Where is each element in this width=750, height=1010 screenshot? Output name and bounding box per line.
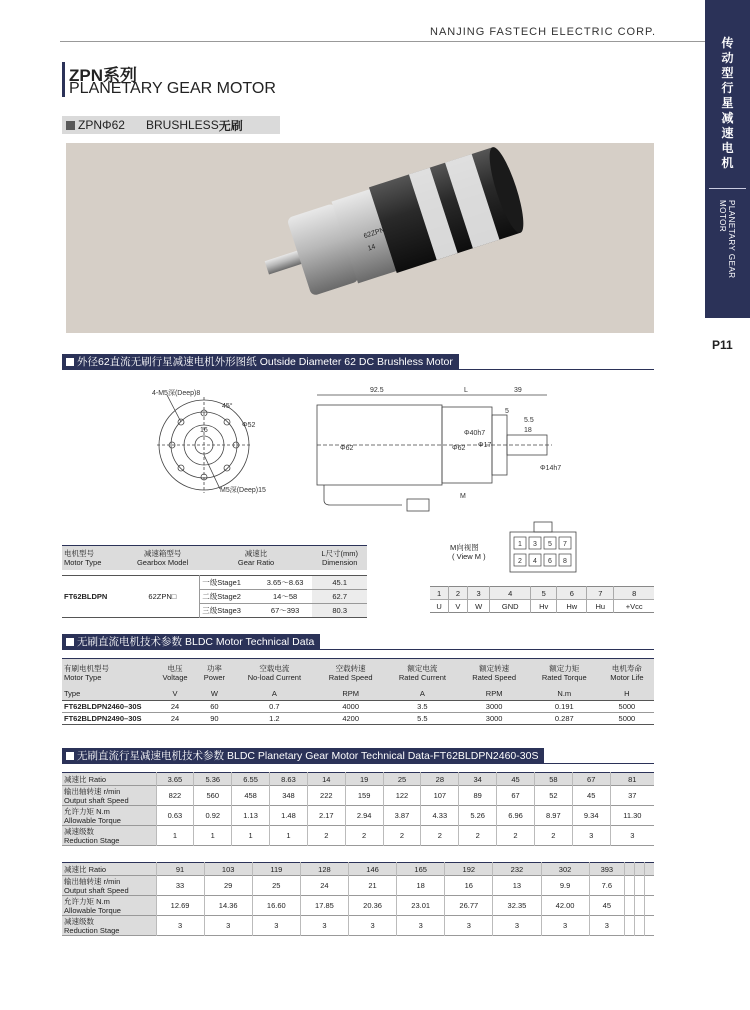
gear-section-header bbox=[62, 748, 544, 763]
col-header: 额定力矩 bbox=[549, 663, 580, 673]
table-cell: 0.63 bbox=[156, 806, 194, 826]
units-row bbox=[62, 687, 654, 701]
table-cell bbox=[645, 863, 654, 876]
table-cell bbox=[645, 896, 654, 916]
series-title: ZPN系列 bbox=[69, 66, 137, 85]
table-cell: 90 bbox=[210, 714, 219, 723]
table-cell: 2 bbox=[459, 826, 497, 846]
gear-section-title-en: BLDC Planetary Gear Motor Technical Data-FT62BLDPN2460-30S bbox=[227, 749, 539, 762]
ratio-range: 3.65～8.63 bbox=[266, 578, 304, 587]
table-cell: 20.36 bbox=[349, 896, 397, 916]
pin-number: 7 bbox=[587, 587, 614, 600]
table-cell: 0.287 bbox=[554, 714, 574, 723]
table-cell: 91 bbox=[156, 863, 204, 876]
table-cell: 37 bbox=[610, 786, 654, 806]
pin-number: 4 bbox=[490, 587, 531, 600]
sidebar-char: 减 bbox=[721, 111, 734, 125]
photo-label: 62ZPN bbox=[362, 226, 386, 241]
sidebar-char: 行 bbox=[721, 81, 734, 95]
table-row bbox=[62, 916, 654, 936]
pin-signal: +Vcc bbox=[625, 601, 643, 611]
col-header: 功率 bbox=[206, 663, 222, 673]
pin-label: 8 bbox=[563, 558, 567, 565]
table-cell: 5000 bbox=[618, 702, 636, 711]
table-cell: 19 bbox=[345, 773, 383, 786]
ratio-range: 67～393 bbox=[270, 606, 300, 615]
table-cell: 8.63 bbox=[270, 773, 308, 786]
pin-signal: GND bbox=[490, 600, 531, 613]
square-bullet-icon bbox=[66, 358, 74, 366]
drawing-section-header bbox=[62, 354, 459, 369]
table-cell: 45 bbox=[589, 896, 624, 916]
company-name: NANJING FASTECH ELECTRIC CORP. bbox=[430, 26, 656, 38]
pin-number: 5 bbox=[530, 587, 557, 600]
col-header: 额定电流 bbox=[407, 663, 438, 673]
table-cell: 6.55 bbox=[232, 773, 270, 786]
photo-ratio: 14 bbox=[366, 243, 377, 253]
pin-label: 6 bbox=[548, 558, 552, 565]
table-cell: 4000 bbox=[342, 702, 359, 711]
table-cell: 122 bbox=[383, 786, 421, 806]
page-number: P11 bbox=[712, 338, 733, 352]
unit-cell: A bbox=[419, 688, 425, 698]
row-label bbox=[62, 896, 156, 916]
tech-header-row bbox=[62, 659, 654, 687]
unit-cell: A bbox=[271, 688, 277, 698]
motor-type-cell: FT62BLDPN2490–30S bbox=[64, 714, 142, 723]
table-cell: 17.85 bbox=[300, 896, 348, 916]
table-cell: 232 bbox=[493, 863, 541, 876]
table-cell: 26.77 bbox=[445, 896, 493, 916]
pin-signal: V bbox=[449, 600, 468, 613]
col-header: 电机寿命 bbox=[611, 663, 642, 673]
table-row bbox=[62, 701, 654, 713]
unit-cell: H bbox=[624, 688, 630, 698]
gearbox-model: 62ZPN□ bbox=[148, 592, 177, 601]
table-cell: 1.48 bbox=[270, 806, 308, 826]
tech-section-header bbox=[62, 634, 320, 649]
row-label bbox=[62, 826, 156, 846]
dia40-label: Φ40h7 bbox=[464, 430, 486, 437]
pin-number-row bbox=[430, 587, 654, 600]
col-header: L尺寸(mm) bbox=[321, 548, 359, 558]
table-cell: 1 bbox=[194, 826, 232, 846]
table-row bbox=[62, 806, 654, 826]
table-cell: 9.34 bbox=[572, 806, 610, 826]
table-row bbox=[62, 576, 367, 590]
sidebar-char: 型 bbox=[721, 66, 734, 80]
pin-label: 7 bbox=[563, 541, 567, 548]
table-cell: 25 bbox=[252, 876, 300, 896]
table-cell: 3.65 bbox=[156, 773, 194, 786]
table-cell: 2 bbox=[307, 826, 345, 846]
pin-label: 4 bbox=[533, 558, 537, 565]
col-header-en: Dimension bbox=[321, 557, 358, 567]
table-cell: 33 bbox=[156, 876, 204, 896]
dia62b-label: Φ62 bbox=[452, 445, 466, 452]
table-cell: 5000 bbox=[618, 714, 636, 723]
table-cell: 3.5 bbox=[417, 702, 428, 711]
table-cell: 4.33 bbox=[421, 806, 459, 826]
table-header-row bbox=[62, 546, 367, 570]
square-bullet-icon bbox=[66, 121, 75, 130]
table-cell: 67 bbox=[572, 773, 610, 786]
sidebar-char: 机 bbox=[721, 156, 734, 170]
ratio-range: 14～58 bbox=[272, 592, 298, 601]
pin-label: 1 bbox=[518, 541, 522, 548]
table-row bbox=[62, 773, 654, 786]
angle-label: 45° bbox=[222, 403, 233, 410]
unit-cell: RPM bbox=[485, 688, 503, 698]
table-cell: 28 bbox=[421, 773, 459, 786]
table-cell: 6.96 bbox=[497, 806, 535, 826]
table-cell: 52 bbox=[534, 786, 572, 806]
motor-type-cell: FT62BLDPN2460–30S bbox=[64, 702, 142, 711]
gear-section-title: 无刷直流行星减速电机技术参数 bbox=[77, 750, 224, 762]
table-cell: 3 bbox=[156, 916, 204, 936]
table-cell: 4200 bbox=[342, 714, 359, 723]
table-cell: 5.36 bbox=[194, 773, 232, 786]
table-cell: 222 bbox=[307, 786, 345, 806]
row-label-en: Reduction Stage bbox=[64, 925, 120, 935]
product-title: PLANETARY GEAR MOTOR bbox=[69, 80, 276, 97]
dimension-value: 80.3 bbox=[312, 604, 367, 618]
square-bullet-icon bbox=[66, 638, 74, 646]
sidebar-char: 星 bbox=[721, 96, 734, 110]
table-cell: 32.35 bbox=[493, 896, 541, 916]
col-header-en: Motor Life bbox=[610, 672, 644, 682]
col-header: 电压 bbox=[167, 663, 183, 673]
gear-motor-image bbox=[66, 143, 654, 333]
table-cell: 458 bbox=[232, 786, 270, 806]
len-39: 39 bbox=[514, 387, 522, 394]
m-label: M bbox=[460, 493, 466, 500]
table-cell: 165 bbox=[397, 863, 445, 876]
row-label-cn: 输出轴转速 r/min bbox=[64, 786, 121, 796]
table-cell: 348 bbox=[270, 786, 308, 806]
table-cell: 3000 bbox=[485, 714, 503, 723]
sidebar-divider bbox=[709, 188, 746, 189]
row-label bbox=[62, 786, 156, 806]
table-cell: 146 bbox=[349, 863, 397, 876]
table-cell: 34 bbox=[459, 773, 497, 786]
unit-cell: V bbox=[172, 688, 178, 698]
col-header-en: Rated Current bbox=[398, 672, 446, 682]
row-label-cn: 减速比 Ratio bbox=[64, 864, 107, 874]
table-cell: 2 bbox=[534, 826, 572, 846]
row-label-cn: 减速比 Ratio bbox=[64, 774, 107, 784]
col-header: 减速比 bbox=[244, 548, 268, 558]
table-cell bbox=[645, 916, 654, 936]
row-label-en: Allowable Torque bbox=[64, 815, 121, 825]
table-cell: 560 bbox=[194, 786, 232, 806]
pin-signal-row bbox=[430, 600, 654, 613]
row-label-en: Allowable Torque bbox=[64, 905, 121, 915]
table-cell: 3 bbox=[589, 916, 624, 936]
table-cell: 3 bbox=[610, 826, 654, 846]
row-label bbox=[62, 876, 156, 896]
table-cell: 119 bbox=[252, 863, 300, 876]
sidebar-char: 传 bbox=[721, 36, 734, 50]
table-cell: 128 bbox=[300, 863, 348, 876]
dia17-label: Φ17 bbox=[478, 442, 492, 449]
table-cell: 0.7 bbox=[269, 702, 280, 711]
table-cell: 5.26 bbox=[459, 806, 497, 826]
table-cell bbox=[625, 863, 635, 876]
col-header-en: Rated Torque bbox=[541, 672, 587, 682]
col-header: 空载电流 bbox=[259, 663, 290, 673]
pin-signal: U bbox=[430, 600, 449, 613]
col-header: 空载转速 bbox=[335, 663, 366, 673]
col-header-en: No-load Current bbox=[247, 672, 302, 682]
drawing-section-title-en: Outside Diameter 62 DC Brushless Motor bbox=[259, 355, 453, 368]
unit-cell: W bbox=[210, 688, 218, 698]
table-cell bbox=[635, 896, 645, 916]
table-cell: 107 bbox=[421, 786, 459, 806]
row-label-cn: 允许力矩 N.m bbox=[64, 806, 110, 816]
col-header: 有刷电机型号 bbox=[64, 663, 109, 673]
row-label bbox=[62, 916, 156, 936]
pin-number: 1 bbox=[430, 587, 449, 600]
table-cell: 7.6 bbox=[589, 876, 624, 896]
table-cell: 159 bbox=[345, 786, 383, 806]
table-cell: 2 bbox=[345, 826, 383, 846]
row-label-en: Reduction Stage bbox=[64, 835, 120, 845]
table-cell: 3 bbox=[349, 916, 397, 936]
drawing-section-title: 外径62直流无刷行星减速电机外形图纸 bbox=[77, 356, 257, 368]
table-cell: 18 bbox=[397, 876, 445, 896]
row-label-cn: 允许力矩 N.m bbox=[64, 896, 110, 906]
col-header-en: Voltage bbox=[162, 672, 188, 682]
table-cell: 103 bbox=[204, 863, 252, 876]
table-row bbox=[62, 896, 654, 916]
len-L: L bbox=[464, 387, 468, 394]
row-label-cn: 输出轴转速 r/min bbox=[64, 876, 121, 886]
table-cell bbox=[635, 876, 645, 896]
pin-table bbox=[430, 586, 654, 613]
table-cell: 25 bbox=[383, 773, 421, 786]
table-cell: 0.191 bbox=[554, 702, 574, 711]
table-cell: 16 bbox=[445, 876, 493, 896]
table-cell: 3000 bbox=[485, 702, 503, 711]
header-rule bbox=[60, 41, 705, 42]
table-cell: 302 bbox=[541, 863, 589, 876]
table-cell: 3 bbox=[445, 916, 493, 936]
tech-table bbox=[62, 658, 654, 725]
row-label-cn: 减速级数 bbox=[64, 916, 94, 926]
table-cell: 29 bbox=[204, 876, 252, 896]
table-cell: 42.00 bbox=[541, 896, 589, 916]
table-cell: 14.36 bbox=[204, 896, 252, 916]
col-header-en: Gearbox Model bbox=[136, 557, 189, 567]
gear-table-1 bbox=[62, 772, 654, 846]
pin-label: 2 bbox=[518, 558, 522, 565]
product-photo bbox=[66, 143, 654, 333]
table-row bbox=[62, 713, 654, 725]
table-cell: 3 bbox=[572, 826, 610, 846]
row-label-cn: 减速级数 bbox=[64, 826, 94, 836]
connector-title: M向视图 bbox=[450, 543, 479, 552]
connector-view bbox=[508, 518, 580, 574]
table-cell: 3 bbox=[300, 916, 348, 936]
table-cell: 89 bbox=[459, 786, 497, 806]
table-cell: 2.17 bbox=[307, 806, 345, 826]
table-cell: 1.13 bbox=[232, 806, 270, 826]
stage-label: 一级Stage1 bbox=[200, 576, 258, 590]
dim-5-5: 5.5 bbox=[524, 417, 534, 424]
col-header: 电机型号 bbox=[64, 548, 94, 558]
unit-cell: Type bbox=[64, 688, 81, 698]
dimension-value: 62.7 bbox=[312, 590, 367, 604]
table-cell bbox=[635, 863, 645, 876]
col-header-en: Motor Type bbox=[64, 672, 102, 682]
stage-label: 三级Stage3 bbox=[200, 604, 258, 618]
table-cell bbox=[635, 916, 645, 936]
sidebar-char: 电 bbox=[721, 141, 734, 155]
table-cell: 822 bbox=[156, 786, 194, 806]
center-hole-label: M5深(Deep)15 bbox=[220, 487, 266, 494]
pin-signal: Hw bbox=[557, 600, 587, 613]
table-cell: 2 bbox=[421, 826, 459, 846]
holes-label: 4-M5深(Deep)8 bbox=[152, 390, 201, 397]
pin-number: 3 bbox=[467, 587, 490, 600]
table-cell: 16.60 bbox=[252, 896, 300, 916]
connector-subtitle: ( View M ) bbox=[452, 552, 486, 561]
table-cell: 13 bbox=[493, 876, 541, 896]
dimension-table bbox=[62, 545, 367, 618]
table-cell: 393 bbox=[589, 863, 624, 876]
section-rule bbox=[62, 763, 654, 764]
pin-signal: Hu bbox=[587, 600, 614, 613]
inner-label: 16 bbox=[200, 427, 208, 434]
table-cell bbox=[625, 896, 635, 916]
table-cell: 11.30 bbox=[610, 806, 654, 826]
dia52-label: Φ52 bbox=[242, 422, 256, 429]
motor-type-en: BRUSHLESS bbox=[146, 118, 219, 132]
table-cell: 2 bbox=[497, 826, 535, 846]
table-cell: 45 bbox=[497, 773, 535, 786]
table-cell: 23.01 bbox=[397, 896, 445, 916]
table-cell bbox=[625, 876, 635, 896]
stage-label: 二级Stage2 bbox=[200, 590, 258, 604]
dim-18: 18 bbox=[524, 427, 532, 434]
table-row bbox=[62, 876, 654, 896]
table-row bbox=[62, 863, 654, 876]
table-cell: 3 bbox=[204, 916, 252, 936]
pin-number: 6 bbox=[557, 587, 587, 600]
dimension-value: 45.1 bbox=[312, 576, 367, 590]
model-code: ZPNΦ62 bbox=[78, 118, 125, 132]
table-row bbox=[62, 826, 654, 846]
table-cell bbox=[625, 916, 635, 936]
motor-type-cn: 无刷 bbox=[218, 118, 243, 133]
pin-label: 5 bbox=[548, 541, 552, 548]
tech-section-title-en: BLDC Motor Technical Data bbox=[185, 635, 315, 648]
table-row bbox=[62, 786, 654, 806]
gear-table-2 bbox=[62, 862, 654, 936]
pin-number: 2 bbox=[449, 587, 468, 600]
table-cell: 3 bbox=[252, 916, 300, 936]
table-cell bbox=[645, 876, 654, 896]
sidebar-tab bbox=[705, 0, 750, 318]
table-cell: 24 bbox=[170, 714, 180, 723]
row-label bbox=[62, 773, 156, 786]
table-cell: 1 bbox=[156, 826, 194, 846]
table-cell: 81 bbox=[610, 773, 654, 786]
table-cell: 24 bbox=[300, 876, 348, 896]
model-bar bbox=[62, 116, 280, 134]
col-header-en: Power bbox=[203, 672, 226, 682]
sidebar-en-title: PLANETARY GEAR MOTOR bbox=[718, 200, 736, 279]
table-cell: 3.87 bbox=[383, 806, 421, 826]
table-cell: 2 bbox=[383, 826, 421, 846]
square-bullet-icon bbox=[66, 752, 74, 760]
table-cell: 5.5 bbox=[417, 714, 428, 723]
table-cell: 58 bbox=[534, 773, 572, 786]
table-cell: 45 bbox=[572, 786, 610, 806]
title-accent-bar bbox=[62, 62, 65, 97]
table-cell: 24 bbox=[170, 702, 180, 711]
pin-label: 3 bbox=[533, 541, 537, 548]
col-header-en: Rated Speed bbox=[328, 672, 373, 682]
motor-model: FT62BLDPN bbox=[64, 592, 108, 601]
pin-signal: W bbox=[467, 600, 490, 613]
dimension-drawing bbox=[62, 375, 662, 520]
table-cell: 3 bbox=[397, 916, 445, 936]
unit-cell: N.m bbox=[557, 688, 572, 698]
row-label-en: Output shaft Speed bbox=[64, 795, 129, 805]
table-cell: 14 bbox=[307, 773, 345, 786]
section-rule bbox=[62, 649, 654, 650]
table-cell: 1 bbox=[232, 826, 270, 846]
unit-cell: RPM bbox=[342, 688, 359, 698]
sidebar-cn-title bbox=[705, 36, 750, 171]
len-92-5: 92.5 bbox=[370, 387, 384, 394]
dim-5: 5 bbox=[505, 408, 509, 415]
row-label bbox=[62, 863, 156, 876]
sidebar-char: 速 bbox=[721, 126, 734, 140]
col-header-en: Gear Ratio bbox=[237, 557, 275, 567]
table-cell: 1.2 bbox=[269, 714, 280, 723]
table-cell: 2.94 bbox=[345, 806, 383, 826]
col-header-en: Rated Speed bbox=[472, 672, 517, 682]
row-label-en: Output shaft Speed bbox=[64, 885, 129, 895]
table-cell: 1 bbox=[270, 826, 308, 846]
col-header-en: Motor Type bbox=[64, 557, 102, 567]
table-cell: 67 bbox=[497, 786, 535, 806]
table-cell: 8.97 bbox=[534, 806, 572, 826]
table-cell: 60 bbox=[210, 702, 219, 711]
table-cell: 192 bbox=[445, 863, 493, 876]
sidebar-char: 动 bbox=[721, 51, 734, 65]
table-cell: 3 bbox=[541, 916, 589, 936]
col-header: 减速箱型号 bbox=[143, 548, 182, 558]
section-rule bbox=[62, 369, 654, 370]
row-label bbox=[62, 806, 156, 826]
col-header: 额定转速 bbox=[479, 663, 510, 673]
table-cell: 21 bbox=[349, 876, 397, 896]
table-cell: 12.69 bbox=[156, 896, 204, 916]
pin-number: 8 bbox=[632, 588, 637, 598]
table-cell: 3 bbox=[493, 916, 541, 936]
table-cell: 9.9 bbox=[541, 876, 589, 896]
dia14-label: Φ14h7 bbox=[540, 465, 562, 472]
table-cell: 0.92 bbox=[194, 806, 232, 826]
pin-signal: Hv bbox=[530, 600, 557, 613]
dia62a-label: Φ62 bbox=[340, 445, 354, 452]
tech-section-title: 无刷直流电机技术参数 bbox=[77, 636, 182, 648]
